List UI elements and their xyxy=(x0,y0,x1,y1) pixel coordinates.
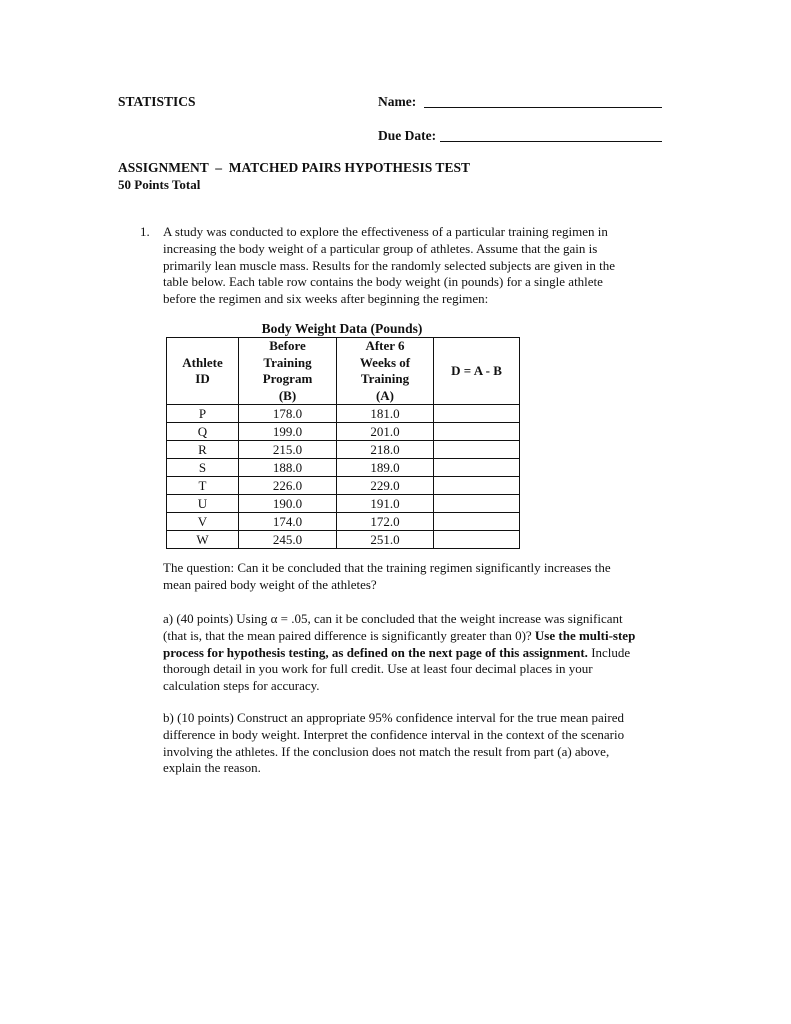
table-row xyxy=(167,459,520,477)
paragraph-line xyxy=(163,645,693,662)
before-cell: 245.0 xyxy=(239,531,337,549)
athlete-id-cell: S xyxy=(167,459,239,477)
before-cell: 188.0 xyxy=(239,459,337,477)
before-cell: 174.0 xyxy=(239,513,337,531)
paragraph-line: b) (10 points) Construct an appropriate 95% confidence interval for the true mean paired xyxy=(163,710,624,725)
paragraph-line: involving the athletes. If the conclusion does not match the result from part (a) above, xyxy=(163,743,610,759)
before-cell: 178.0 xyxy=(239,405,337,423)
athlete-id-cell: P xyxy=(167,405,239,423)
header-line: Training xyxy=(360,371,410,386)
before-cell: 215.0 xyxy=(239,441,337,459)
header-line: (B) xyxy=(278,387,297,403)
paragraph-line: calculation steps for accuracy. xyxy=(163,678,320,694)
header-after xyxy=(337,338,434,405)
question-intro-line: before the regimen and six weeks after beginning the regimen: xyxy=(163,291,489,307)
difference-cell[interactable] xyxy=(434,531,520,549)
header-line: Weeks of xyxy=(359,354,411,370)
question-intro xyxy=(163,224,673,308)
header-line: After 6 xyxy=(365,338,405,353)
table-row xyxy=(167,531,520,549)
course-title: STATISTICS xyxy=(118,94,196,109)
table-title: Body Weight Data (Pounds) xyxy=(261,321,423,336)
header-line: (A) xyxy=(375,387,395,403)
body-weight-table xyxy=(166,337,520,549)
difference-cell[interactable] xyxy=(434,459,520,477)
question-intro-line: primarily lean muscle mass. Results for the randomly selected subjects are given in the xyxy=(163,257,615,273)
part-b-paragraph xyxy=(163,710,693,777)
after-cell: 189.0 xyxy=(337,459,434,477)
header-line: ID xyxy=(195,371,210,386)
header-line: Training xyxy=(263,354,312,370)
before-cell: 190.0 xyxy=(239,495,337,513)
after-cell: 218.0 xyxy=(337,441,434,459)
paragraph-line: explain the reason. xyxy=(163,760,261,776)
due-date-blank-line[interactable] xyxy=(440,141,662,142)
table-row xyxy=(167,441,520,459)
part-a-text: Include xyxy=(587,644,631,660)
due-date-label: Due Date: xyxy=(378,128,437,143)
athlete-id-cell: W xyxy=(167,531,239,549)
before-cell: 199.0 xyxy=(239,423,337,441)
header-athlete-id xyxy=(167,338,239,405)
after-cell: 191.0 xyxy=(337,495,434,513)
after-cell: 181.0 xyxy=(337,405,434,423)
assignment-title: ASSIGNMENT – MATCHED PAIRS HYPOTHESIS TEST xyxy=(118,160,470,175)
before-cell: 226.0 xyxy=(239,477,337,495)
question-intro-line: table below. Each table row contains the body weight (in pounds) for a single athlete xyxy=(163,274,603,290)
question-intro-line: increasing the body weight of a particular group of athletes. Assume that the gain is xyxy=(163,240,598,256)
table-header-row xyxy=(167,338,520,405)
paragraph-line: a) (40 points) Using α = .05, can it be concluded that the weight increase was significant xyxy=(163,611,623,626)
after-cell: 229.0 xyxy=(337,477,434,495)
after-cell: 172.0 xyxy=(337,513,434,531)
athlete-id-cell: R xyxy=(167,441,239,459)
question-intro-line: A study was conducted to explore the effectiveness of a particular training regimen in xyxy=(163,224,608,239)
header-line: Before xyxy=(269,338,306,353)
athlete-id-cell: U xyxy=(167,495,239,513)
part-a-paragraph xyxy=(163,611,693,695)
paragraph-line: mean paired body weight of the athletes? xyxy=(163,576,377,592)
paragraph-line: thorough detail in you work for full credit. Use at least four decimal places in your xyxy=(163,661,593,677)
difference-cell[interactable] xyxy=(434,441,520,459)
difference-cell[interactable] xyxy=(434,513,520,531)
after-cell: 201.0 xyxy=(337,423,434,441)
table-row xyxy=(167,513,520,531)
after-cell: 251.0 xyxy=(337,531,434,549)
athlete-id-cell: T xyxy=(167,477,239,495)
table-row xyxy=(167,405,520,423)
name-label: Name: xyxy=(378,94,417,109)
the-question-paragraph xyxy=(163,560,693,594)
header-line: Athlete xyxy=(182,354,223,370)
part-a-text: (that is, that the mean paired difference is significantly greater than 0)? xyxy=(163,627,535,643)
header-before xyxy=(239,338,337,405)
header-difference: D = A - B xyxy=(434,338,520,405)
paragraph-line: difference in body weight. Interpret the confidence interval in the context of the scenario xyxy=(163,726,625,742)
difference-cell[interactable] xyxy=(434,477,520,495)
question-number: 1. xyxy=(140,224,150,239)
header-line: Program xyxy=(262,371,313,386)
name-blank-line[interactable] xyxy=(424,107,662,108)
table-row xyxy=(167,495,520,513)
part-a-emphasis: process for hypothesis testing, as defined on the next page of this assignment. xyxy=(163,644,588,660)
paragraph-line xyxy=(163,628,693,645)
paragraph-line: The question: Can it be concluded that the training regimen significantly increases the xyxy=(163,560,611,575)
table-row xyxy=(167,477,520,495)
part-a-emphasis: Use the multi-step xyxy=(534,627,636,643)
athlete-id-cell: Q xyxy=(167,423,239,441)
difference-cell[interactable] xyxy=(434,405,520,423)
athlete-id-cell: V xyxy=(167,513,239,531)
table-row xyxy=(167,423,520,441)
difference-cell[interactable] xyxy=(434,423,520,441)
points-total: 50 Points Total xyxy=(118,177,201,192)
difference-cell[interactable] xyxy=(434,495,520,513)
